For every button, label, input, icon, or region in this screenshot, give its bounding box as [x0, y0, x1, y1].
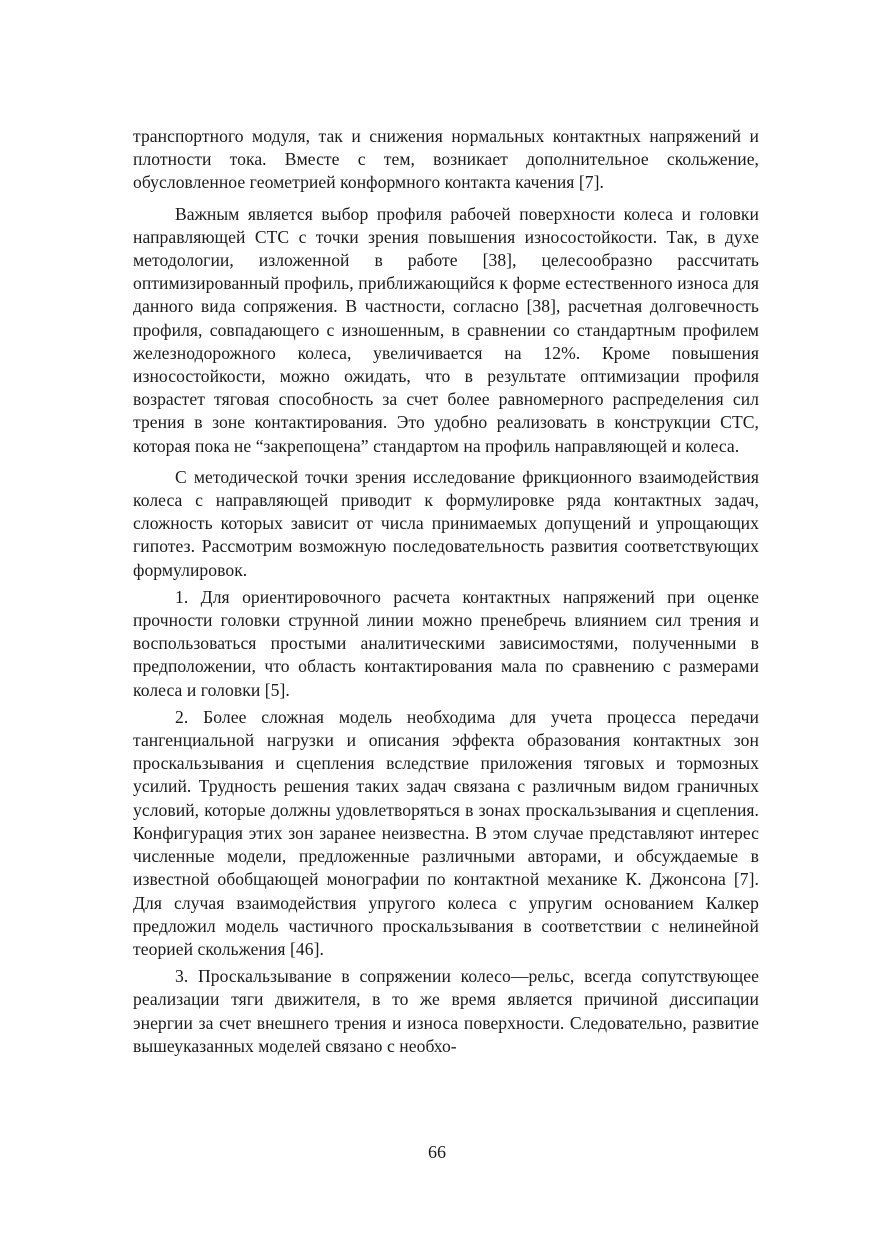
paragraph-item-1: 1. Для ориентировочного расчета контактных напряжений при оценке прочности головки струнной линии можно пренебречь влиянием сил трения и воспользоваться простыми аналитическими зависимостями, полученными в предположении, что область контактирования мала по сравнению с размерами колеса и головки [5].	[133, 586, 759, 700]
paragraph-methodology: С методической точки зрения исследование фрикционного взаимодействия колеса с направляющей приводит к формулировке ряда контактных задач, сложность которых зависит от числа принимаемых допущений и упрощающих гипотез. Рассмотрим возможную последовательность развития соответствующих формулировок.	[133, 466, 759, 580]
paragraph-continuation: транспортного модуля, так и снижения нормальных контактных напряжений и плотности тока. Вместе с тем, возникает дополнительное скольжение, обусловленное геометрией конформного контакта качения [7].	[133, 126, 759, 193]
paragraph-profile-selection: Важным является выбор профиля рабочей поверхности колеса и головки направляющей СТС с точки зрения повышения износостойкости. Так, в духе методологии, изложенной в работе [38], целесообразно рассчитать оптимизированный профиль, приближающийся к форме естественного износа для данного вида сопряжения. В частности, согласно [38], расчетная долговечность профиля, совпадающего с изношенным, в сравнении со стандартным профилем железнодорожного колеса, увеличивается на 12%. Кроме повышения износостойкости, можно ожидать, что в результате оптимизации профиля возрастет тяговая способность за счет более равномерного распределения сил трения в зоне контактирования. Это удобно реализовать в конструкции СТС, которая пока не “закрепощена” стандартом на профиль направляющей и колеса.	[133, 203, 759, 456]
paragraph-item-2: 2. Более сложная модель необходима для учета процесса передачи тангенциальной нагрузки и описания эффекта образования контактных зон проскальзывания и сцепления вследствие приложения тяговых и тормозных усилий. Трудность решения таких задач связана с различным видом граничных условий, которые должны удовлетворяться в зонах проскальзывания и сцепления. Конфигурация этих зон заранее неизвестна. В этом случае представляют интерес численные модели, предложенные различными авторами, и обсуждаемые в известной обобщающей монографии по контактной механике К. Джонсона [7]. Для случая взаимодействия упругого колеса с упругим основанием Калкер предложил модель частичного проскальзывания в соответствии с нелинейной теорией скольжения [46].	[133, 706, 759, 959]
page-body	[133, 125, 759, 1058]
paragraph-item-3: 3. Проскальзывание в сопряжении колесо—рельс, всегда сопутствующее реализации тяги движителя, в то же время является причиной диссипации энергии за счет внешнего трения и износа поверхности. Следовательно, развитие вышеуказанных моделей связано с необхо-	[133, 966, 759, 1056]
page-number: 66	[428, 1142, 446, 1162]
